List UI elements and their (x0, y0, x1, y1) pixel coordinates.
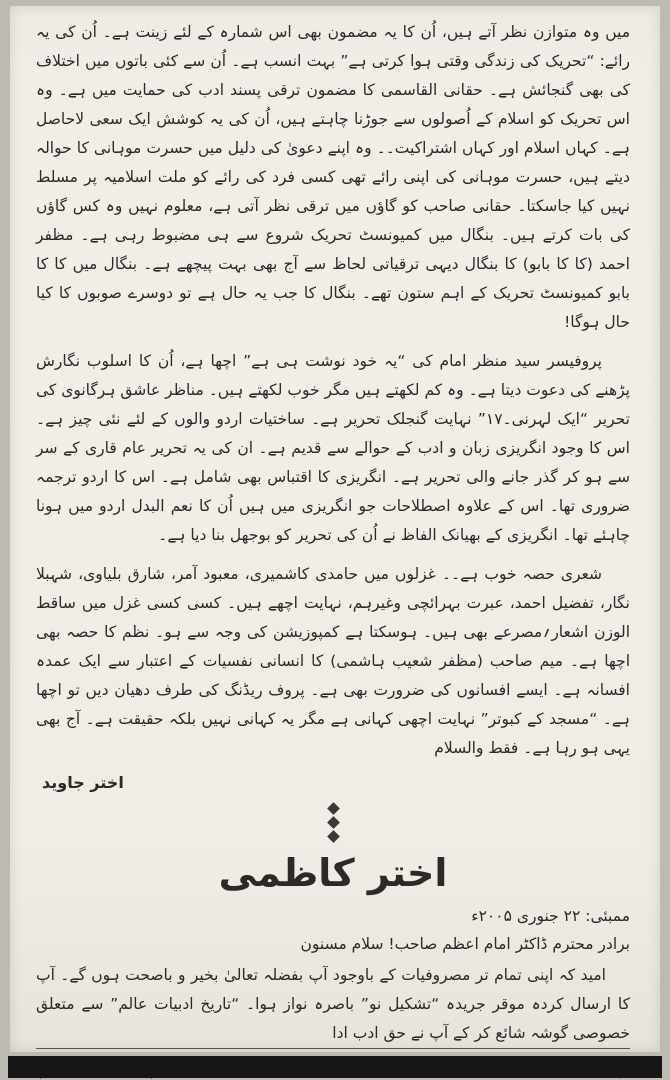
review-paragraph-1: میں وہ متوازن نظر آتے ہیں، اُن کا یہ مضمون بھی اس شمارہ کے لئے زینت ہے۔ اُن کی یہ رائے: “تحریک کی زندگی وقتی ہوا کرتی ہے” بہت انسب ہے۔ اُن سے کئی باتوں میں اختلاف کی بھی گنجائش ہے۔ حقانی القاسمی کا مضمون ترقی پسند ادب کی حمایت میں ہے۔ وہ اس تحریک کو اسلام کے اُصولوں سے جوڑنا چاہتے ہیں، اُن کی یہ کوشش ایک سعی لاحاصل ہے۔ کہاں اسلام اور کہاں اشتراکیت۔۔ وہ اپنے دعویٰ کی دلیل میں حسرت موہانی کا حوالہ دیتے ہیں، حسرت موہانی کی اپنی رائے تھی کسی فرد کی رائے کو ملت اسلامیہ پر مسلط نہیں کیا جاسکتا۔ حقانی صاحب کو گاؤں میں ترقی نظر آتی ہے، معلوم نہیں وہ کس گاؤں کی بات کرتے ہیں۔ بنگال میں کمیونسٹ تحریک شروع سے ہی مضبوط رہی ہے۔ مظفر احمد (کا کا بابو) کا بنگال دیہی ترقیاتی لحاظ سے آج بھی بہت پیچھے ہے۔ بنگال میں کا کا بابو کمیونسٹ تحریک کے اہم ستون تھے۔ بنگال کا جب یہ حال ہے تو دوسرے صوبوں کا کیا حال ہوگا! (36, 23, 630, 331)
letter-salutation: برادر محترم ڈاکٹر امام اعظم صاحب! سلام مسنون (300, 935, 630, 953)
ornament-icon (36, 804, 630, 841)
letter-body: امید کہ اپنی تمام تر مصروفیات کے باوجود آپ بفضلہ تعالیٰ بخیر و باصحت ہوں گے۔ آپ کا ارسال کردہ موقر جریدہ “تشکیل نو” باصرہ نواز ہوا۔ “تاریخ ادبیات عالم” سے متعلق خصوصی گوشہ شائع کر کے آپ نے حق ادب ادا (36, 966, 630, 1042)
section-heading: اختر کاظمی (218, 851, 448, 895)
letter-signature: اختر جاوید (42, 773, 124, 792)
diamond-icon (327, 802, 340, 815)
page-body (10, 6, 660, 1052)
scan-edge-strip (8, 1056, 662, 1078)
review-paragraph-2: پروفیسر سید منظر امام کی “یہ خود نوشت ہی ہے” اچھا ہے، اُن کا اسلوب نگارش پڑھنے کی دعوت دیتا ہے۔ وہ کم لکھتے ہیں مگر خوب لکھتے ہیں۔ مناظر عاشق ہرگانوی کی تحریر “ایک لہرنی۔۱۷” نہایت گنجلک تحریر ہے۔ ساختیات اردو والوں کے لئے نئی چیز ہے۔ اس کا وجود انگریزی زبان و ادب کے حوالے سے قدیم ہے۔ ان کی یہ تحریر عام قاری کے سر سے ہو کر گذر جانے والی تحریر ہے۔ انگریزی کا اقتباس بھی شامل ہے۔ اس کا اردو ترجمہ ضروری تھا۔ اس کے علاوہ اصطلاحات جو انگریزی میں ہیں اُن کا نعم البدل اردو میں ہونا چاہئے تھا۔ انگریزی کے بھیانک الفاظ نے اُن کی تحریر کو بوجھل بنا دیا ہے۔ (36, 352, 630, 544)
review-paragraph-3: شعری حصہ خوب ہے۔۔ غزلوں میں حامدی کاشمیری، معبود آمر، شارق بلیاوی، شہبلا نگار، تفضیل احمد، عبرت بہرائچی وغیرہم، نہایت اچھے ہیں۔ کسی کسی غزل میں ساقط الوزن اشعار؍مصرعے بھی ہیں۔ ہوسکتا ہے کمپوزیشن کی وجہ سے ہو۔ نظم کا حصہ بھی اچھا ہے۔ میم صاحب (مظفر شعیب ہاشمی) کا انسانی نفسیات کے اعتبار سے ایک عمدہ افسانہ ہے۔ ایسے افسانوں کی ضرورت بھی ہے۔ پروف ریڈنگ کی طرف دھیان دیں تو اچھا ہے۔ “مسجد کے کبوتر” نہایت اچھی کہانی ہے مگر یہ کہانی نہیں بلکہ حقیقت ہے۔ آج بھی یہی ہو رہا ہے۔ فقط والسلام (36, 565, 630, 757)
letter-dateline: ممبئی: ۲۲ جنوری ۲۰۰۵ء (471, 907, 630, 925)
diamond-icon (327, 816, 340, 829)
diamond-icon (327, 830, 340, 843)
